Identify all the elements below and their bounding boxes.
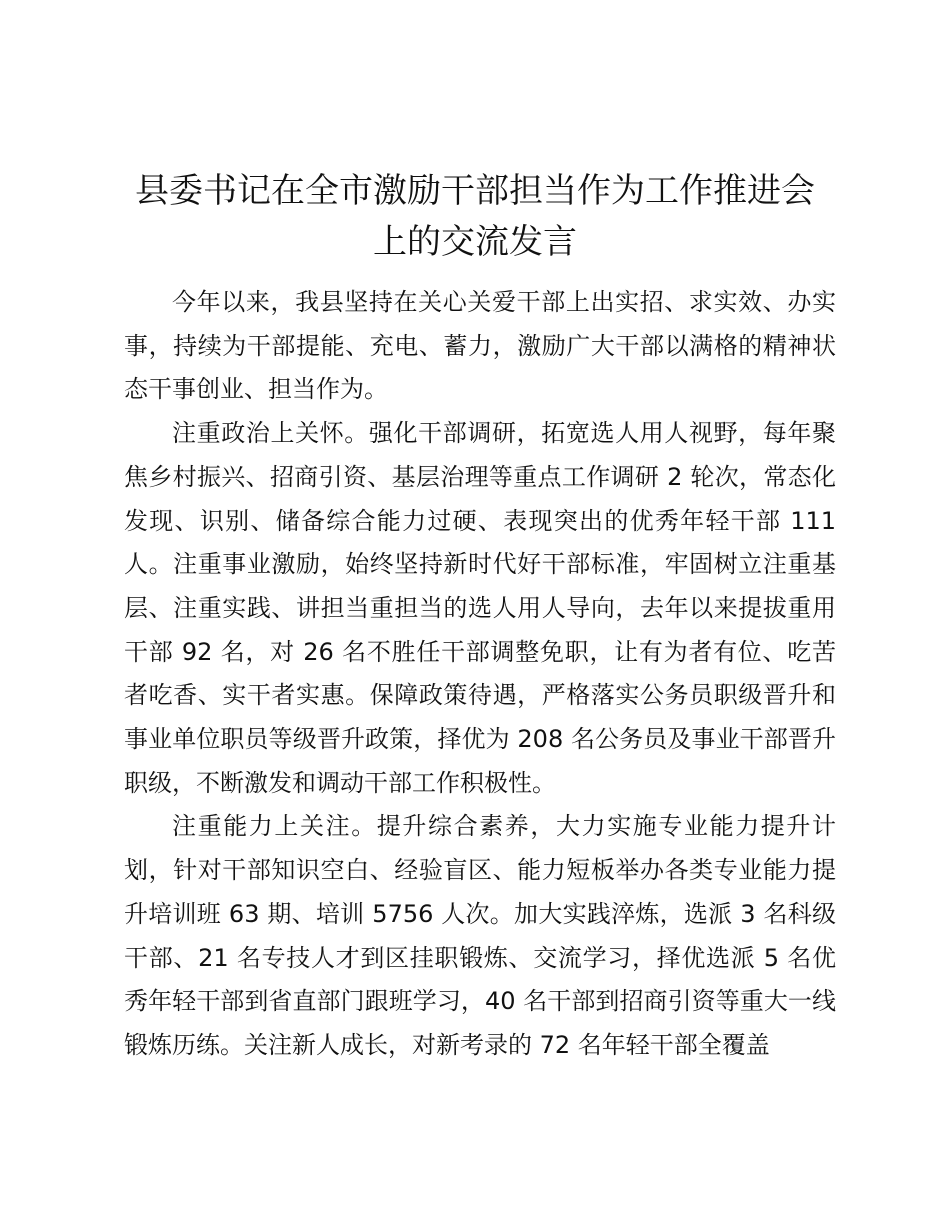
paragraph-political-care: 注重政治上关怀。强化干部调研，拓宽选人用人视野，每年聚焦乡村振兴、招商引资、基层治理等重点工作调研 2 轮次，常态化发现、识别、储备综合能力过硬、表现突出的优秀年轻干部 111 人。注重事业激励，始终坚持新时代好干部标准，牢固树立注重基层、注重实践、讲担当重担当的选人用人导向，去年以来提拔重用干部 92 名，对 26 名不胜任干部调整免职，让有为者有位、吃苦者吃香、实干者实惠。保障政策待遇，严格落实公务员职级晋升和事业单位职员等级晋升政策，择优为 208 名公务员及事业干部晋升职级，不断激发和调动干部工作积极性。: [124, 419, 836, 797]
paragraph-ability-attention: 注重能力上关注。提升综合素养，大力实施专业能力提升计划，针对干部知识空白、经验盲区、能力短板举办各类专业能力提升培训班 63 期、培训 5756 人次。加大实践淬炼，选派 3 名科级干部、21 名专技人才到区挂职锻炼、交流学习，择优选派 5 名优秀年轻干部到省直部门跟班学习，40 名干部到招商引资等重大一线锻炼历练。关注新人成长，对新考录的 72 名年轻干部全覆盖: [124, 812, 836, 1059]
paragraph-intro: 今年以来，我县坚持在关心关爱干部上出实招、求实效、办实事，持续为干部提能、充电、蓄力，激励广大干部以满格的精神状态干事创业、担当作为。: [124, 288, 836, 404]
document-title: 县委书记在全市激励干部担当作为工作推进会上的交流发言: [135, 171, 815, 262]
document-body: [124, 281, 836, 1068]
